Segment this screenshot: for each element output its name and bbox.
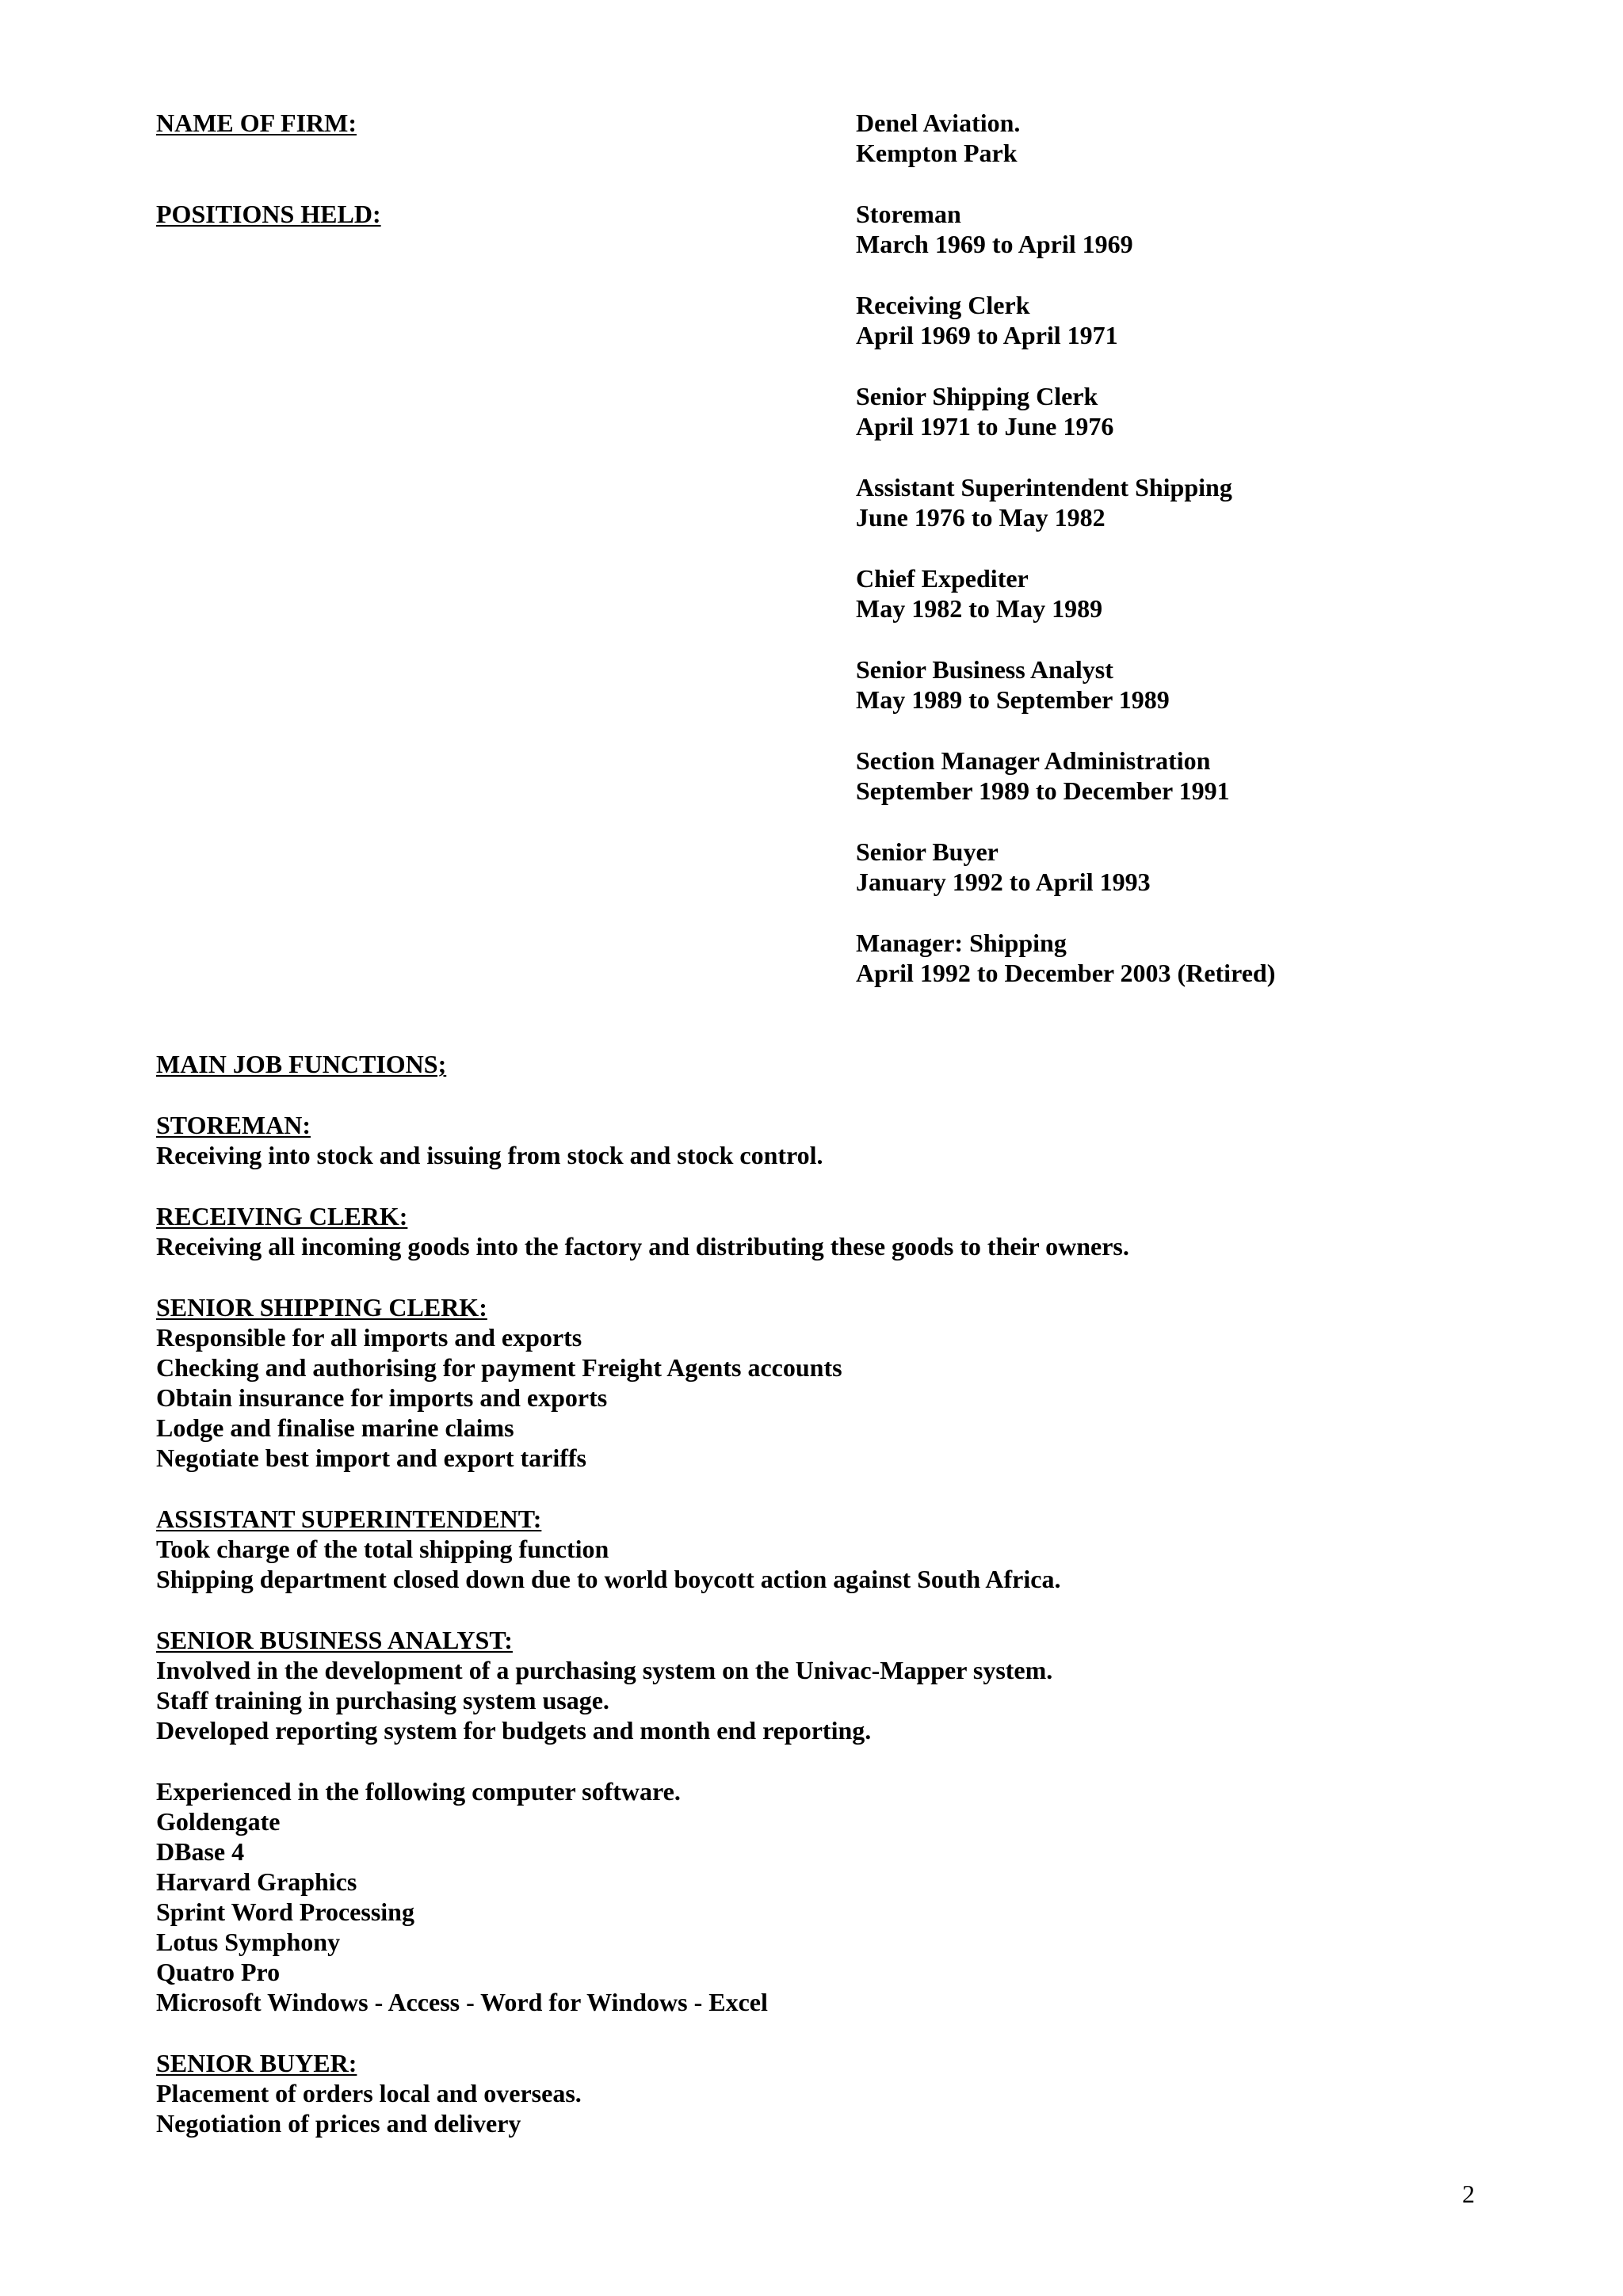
main-functions-heading: MAIN JOB FUNCTIONS; (156, 1050, 447, 1078)
section-line: Took charge of the total shipping function (156, 1535, 609, 1563)
position-title: Senior Business Analyst (856, 655, 1113, 684)
position-title: Senior Shipping Clerk (856, 382, 1098, 410)
software-item: Sprint Word Processing (156, 1897, 414, 1926)
software-item: Quatro Pro (156, 1958, 281, 1986)
software-item: Lotus Symphony (156, 1928, 341, 1956)
position-period: September 1989 to December 1991 (856, 776, 1230, 805)
section-line: Staff training in purchasing system usage. (156, 1686, 609, 1714)
section-line: Receiving all incoming goods into the factory and distributing these goods to their owners. (156, 1232, 1129, 1261)
software-item: DBase 4 (156, 1837, 245, 1866)
section-line: Receiving into stock and issuing from stock and stock control. (156, 1141, 823, 1169)
section-heading-senior-business-analyst: SENIOR BUSINESS ANALYST: (156, 1626, 513, 1654)
software-intro: Experienced in the following computer software. (156, 1777, 681, 1806)
positions-label: POSITIONS HELD: (156, 200, 381, 228)
firm-name: Denel Aviation. (856, 109, 1021, 137)
software-item: Goldengate (156, 1807, 281, 1836)
section-line: Negotiation of prices and delivery (156, 2109, 521, 2138)
section-line: Checking and authorising for payment Freight Agents accounts (156, 1353, 842, 1382)
position-period: June 1976 to May 1982 (856, 503, 1106, 532)
section-heading-assistant-superintendent: ASSISTANT SUPERINTENDENT: (156, 1505, 542, 1533)
position-title: Section Manager Administration (856, 746, 1211, 775)
section-line: Placement of orders local and overseas. (156, 2079, 582, 2107)
position-period: April 1969 to April 1971 (856, 321, 1118, 349)
section-line: Obtain insurance for imports and exports (156, 1383, 608, 1412)
position-period: April 1992 to December 2003 (Retired) (856, 959, 1276, 987)
section-line: Lodge and finalise marine claims (156, 1413, 514, 1442)
firm-location: Kempton Park (856, 139, 1018, 167)
firm-label: NAME OF FIRM: (156, 109, 357, 137)
position-period: May 1982 to May 1989 (856, 594, 1103, 623)
section-line: Involved in the development of a purchasing system on the Univac-Mapper system. (156, 1656, 1053, 1684)
software-item: Harvard Graphics (156, 1867, 357, 1896)
position-period: January 1992 to April 1993 (856, 868, 1151, 896)
position-title: Storeman (856, 200, 961, 228)
position-period: March 1969 to April 1969 (856, 230, 1133, 258)
page-number: 2 (1462, 2180, 1475, 2208)
section-line: Negotiate best import and export tariffs (156, 1444, 586, 1472)
position-title: Assistant Superintendent Shipping (856, 473, 1232, 502)
position-title: Receiving Clerk (856, 291, 1030, 319)
position-title: Manager: Shipping (856, 929, 1067, 957)
position-title: Chief Expediter (856, 564, 1029, 593)
position-period: April 1971 to June 1976 (856, 412, 1114, 441)
software-item: Microsoft Windows - Access - Word for Windows - Excel (156, 1988, 768, 2016)
section-line: Developed reporting system for budgets and month end reporting. (156, 1716, 872, 1745)
section-heading-senior-shipping-clerk: SENIOR SHIPPING CLERK: (156, 1293, 487, 1322)
position-title: Senior Buyer (856, 837, 999, 866)
position-period: May 1989 to September 1989 (856, 685, 1170, 714)
section-line: Responsible for all imports and exports (156, 1323, 582, 1352)
section-heading-senior-buyer: SENIOR BUYER: (156, 2049, 357, 2077)
section-line: Shipping department closed down due to world boycott action against South Africa. (156, 1565, 1061, 1593)
section-heading-storeman: STOREMAN: (156, 1111, 311, 1139)
section-heading-receiving-clerk: RECEIVING CLERK: (156, 1202, 408, 1230)
